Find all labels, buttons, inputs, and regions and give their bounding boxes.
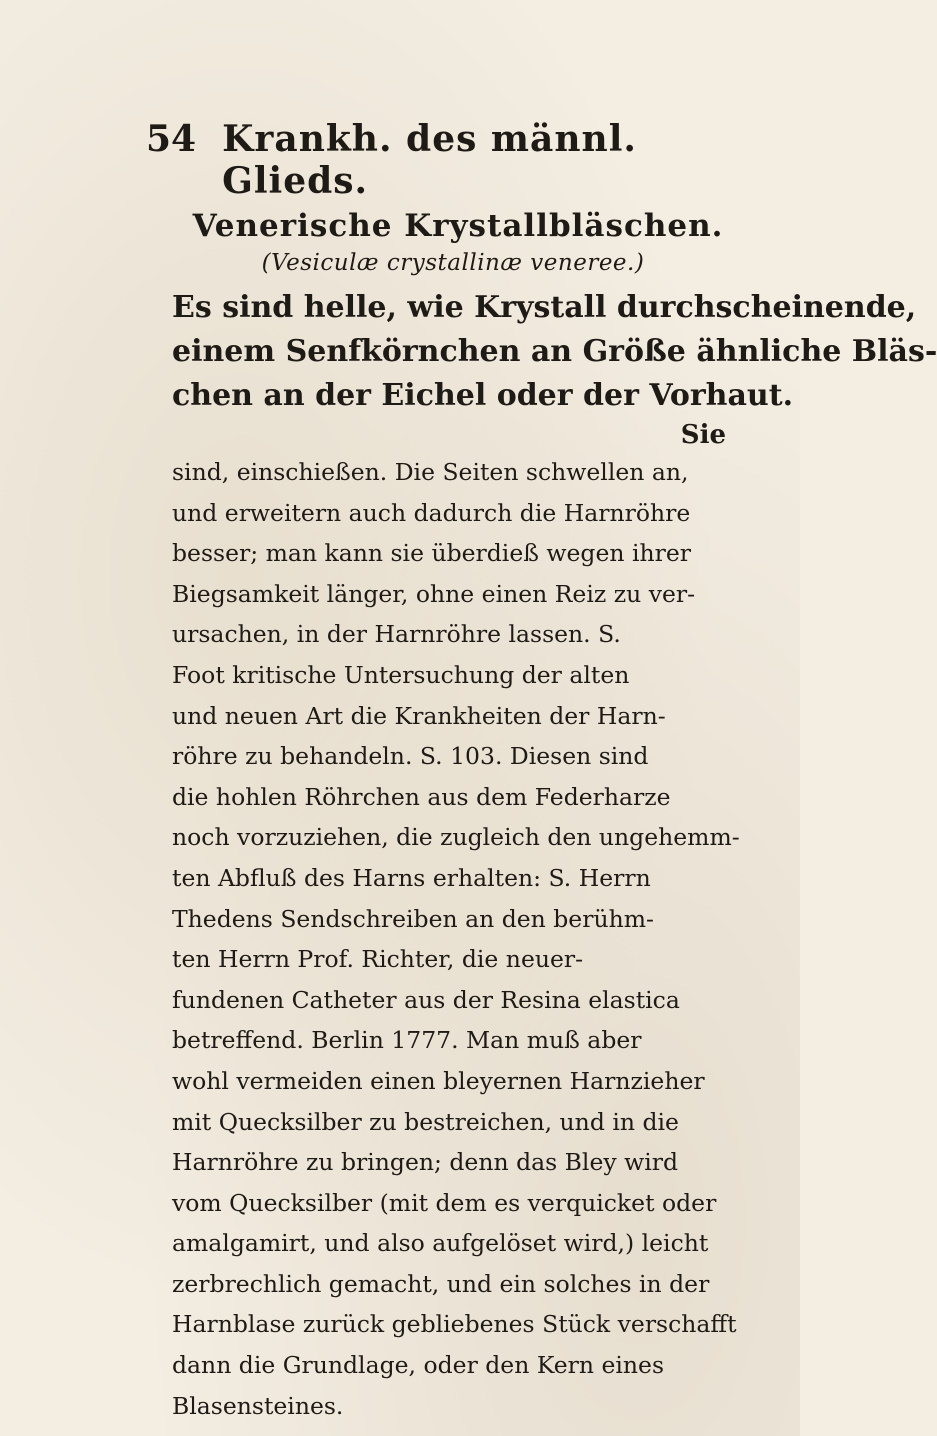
body-line: die hohlen Röhrchen aus dem Federharze <box>172 782 671 811</box>
body-line: amalgamirt, und also aufgelöset wird,) leicht <box>172 1229 709 1258</box>
body-line: Harnblase zurück gebliebenes Stück verschafft <box>172 1310 737 1339</box>
page-number: 54 <box>146 118 197 160</box>
body-line: Foot kritische Untersuchung der alten <box>172 660 630 689</box>
body-line: ten Herrn Prof. Richter, die neuer- <box>172 945 584 974</box>
body-line: zerbrechlich gemacht, und ein solches in der <box>172 1269 710 1298</box>
body-line: Biegsamkeit länger, ohne einen Reiz zu ver- <box>172 579 696 608</box>
body-line: Thedens Sendschreiben an den berühm- <box>172 904 654 933</box>
body-line: ursachen, in der Harnröhre lassen. S. <box>172 620 621 649</box>
body-line: vom Quecksilber (mit dem es verquicket oder <box>172 1188 717 1217</box>
body-line: dann die Grundlage, oder den Kern eines <box>172 1351 665 1380</box>
body-line: röhre zu behandeln. S. 103. Diesen sind <box>172 742 649 771</box>
body-line: und erweitern auch dadurch die Harnröhre <box>172 498 691 527</box>
body-line: Blasensteines. <box>172 1391 344 1420</box>
body-line: mit Quecksilber zu bestreichen, und in die <box>172 1107 679 1136</box>
body-line: sind, einschießen. Die Seiten schwellen an, <box>172 458 689 486</box>
body-line: und neuen Art die Krankheiten der Harn- <box>172 701 666 730</box>
running-head: Krankh. des männl. Glieds. <box>222 118 637 202</box>
body-line: Harnröhre zu bringen; denn das Bley wird <box>172 1148 679 1177</box>
body-line: besser; man kann sie überdieß wegen ihrer <box>172 539 691 568</box>
body-line: wohl vermeiden einen bleyernen Harnzieher <box>172 1066 705 1095</box>
page-header <box>146 118 734 202</box>
intro-paragraph <box>172 286 937 418</box>
body-paragraph <box>172 452 740 1426</box>
body-line: fundenen Catheter aus der Resina elastica <box>172 985 680 1014</box>
body-line: betreffend. Berlin 1777. Man muß aber <box>172 1026 642 1055</box>
latin-subtitle: (Vesiculæ crystallinæ veneree.) <box>261 250 645 276</box>
catchword: Sie <box>680 420 726 450</box>
intro-line: Es sind helle, wie Krystall durchscheinende, <box>172 290 917 325</box>
intro-line: einem Senfkörnchen an Größe ähnliche Bläs- <box>172 334 937 369</box>
section-title: Venerische Krystallbläschen. <box>192 208 724 244</box>
body-line: noch vorzuziehen, die zugleich den ungehemm- <box>172 823 740 852</box>
intro-line: chen an der Eichel oder der Vorhaut. <box>172 378 794 413</box>
body-line: ten Abfluß des Harns erhalten: S. Herrn <box>172 863 651 892</box>
